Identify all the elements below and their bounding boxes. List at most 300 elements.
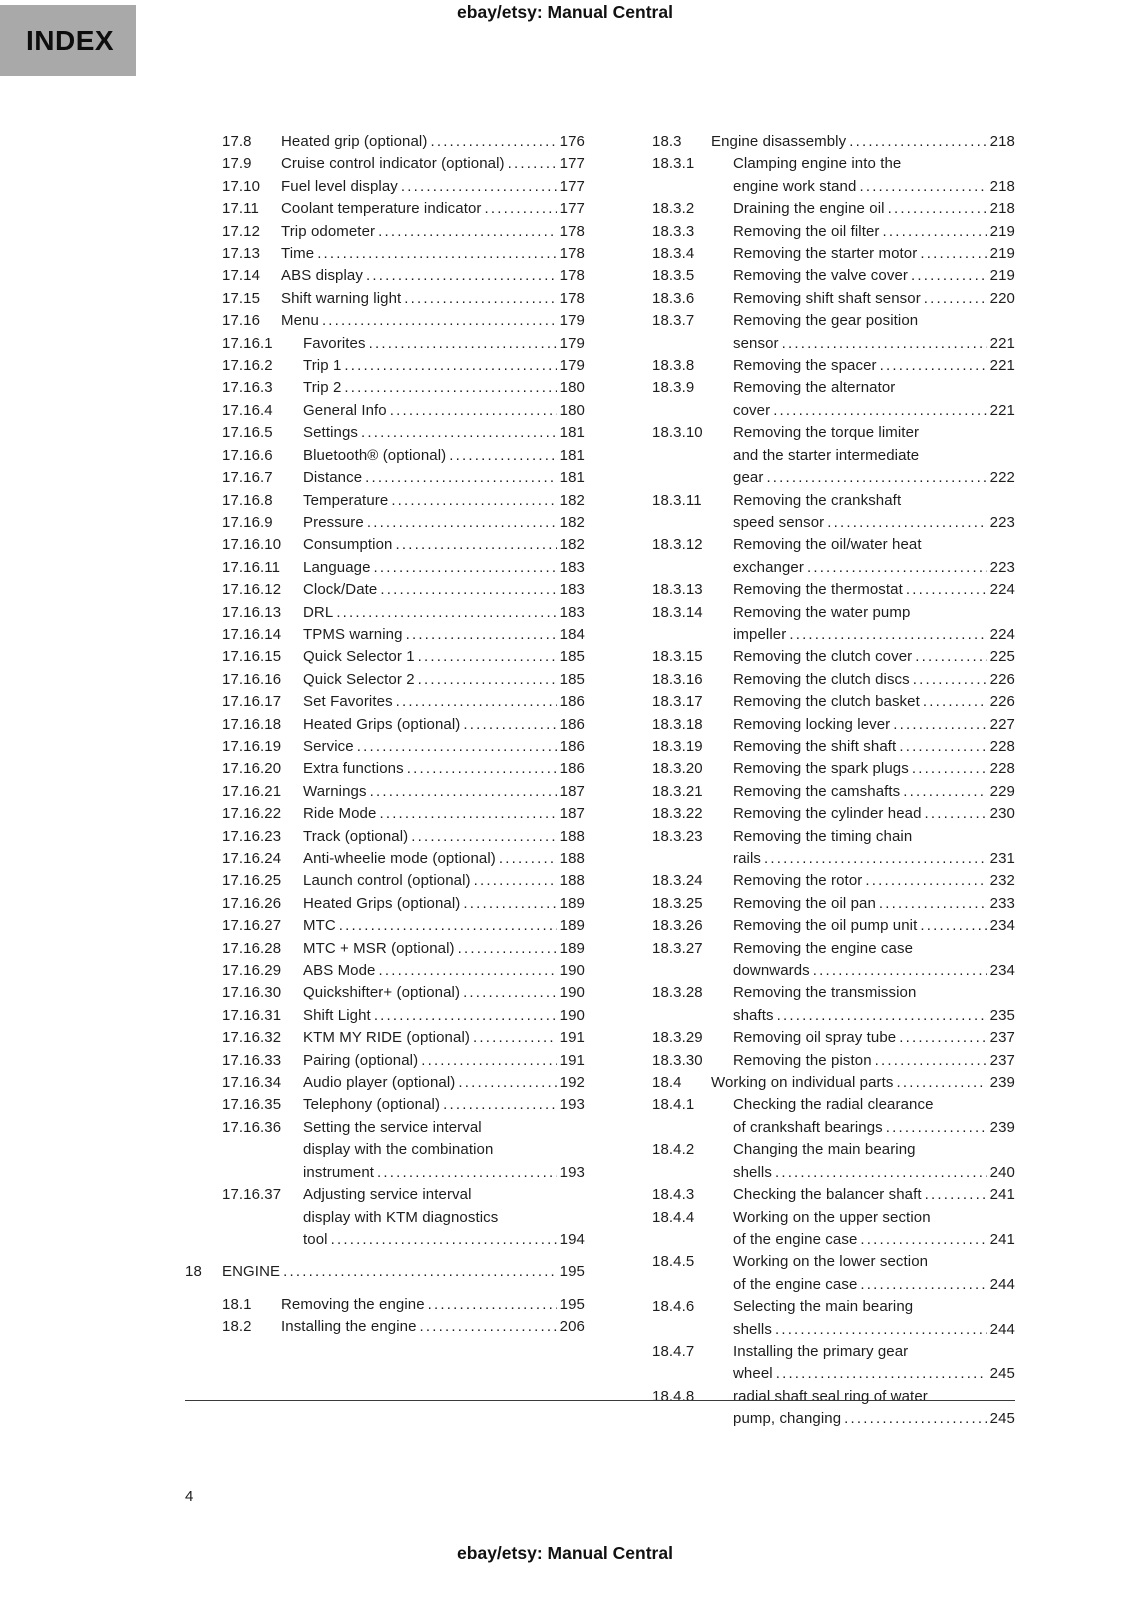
toc-entry-page: 234 <box>989 962 1015 980</box>
toc-entry-page: 239 <box>989 1074 1015 1092</box>
toc-entry-title-cell <box>303 848 557 870</box>
toc-entry-title-cell <box>303 512 557 534</box>
toc-entry-number: 18.4.4 <box>652 1208 695 1226</box>
toc-entry <box>652 265 1015 287</box>
toc-entry-title: Anti-wheelie mode (optional) ..... <box>303 848 506 870</box>
toc-entry-title-cell <box>303 893 557 915</box>
toc-entry-page: 219 <box>989 245 1015 263</box>
toc-entry-number: 17.16.7 <box>222 469 273 487</box>
toc-entry <box>222 445 585 467</box>
toc-entry-title: Removing the timing chain rails ..... <box>733 826 936 871</box>
toc-entry-title: Removing the spark plugs ..... <box>733 758 936 780</box>
toc-entry-title: Heated grip (optional) ..... <box>281 131 533 153</box>
toc-entry-number: 17.16.23 <box>222 827 282 845</box>
toc-entry-page: 223 <box>989 513 1015 531</box>
toc-entry <box>222 1005 585 1027</box>
toc-entry-page: 182 <box>559 491 585 509</box>
toc-entry <box>222 848 585 870</box>
toc-entry-title-cell <box>303 422 557 444</box>
toc-entry-page: 239 <box>989 1118 1015 1136</box>
toc-entry-title-cell <box>303 333 557 355</box>
footer-divider <box>185 1400 1015 1401</box>
toc-entry-title-cell <box>303 579 557 601</box>
toc-entry <box>222 624 585 646</box>
toc-entry <box>222 1184 585 1251</box>
toc-entry-page: 178 <box>559 222 585 240</box>
toc-entry-title: Heated Grips (optional) ..... <box>303 893 506 915</box>
toc-entry <box>222 1027 585 1049</box>
toc-entry <box>652 646 1015 668</box>
toc-entry <box>185 1261 585 1283</box>
toc-entry <box>222 422 585 444</box>
toc-entry-page: 178 <box>559 245 585 263</box>
toc-entry-number: 17.13 <box>222 245 261 263</box>
toc-entry-number: 18.3.28 <box>652 984 703 1002</box>
toc-entry-title: Clamping engine into the engine work stand ..... <box>733 153 936 198</box>
toc-entry <box>222 490 585 512</box>
toc-entry-title-cell <box>303 691 557 713</box>
toc-entry-title-cell <box>303 1050 557 1072</box>
toc-entry-title: Removing the oil filter ..... <box>733 221 936 243</box>
toc-entry-number: 17.16 <box>222 312 261 330</box>
toc-entry-title: Clock/Date ..... <box>303 579 506 601</box>
toc-entry <box>652 1251 1015 1296</box>
toc-entry-page: 190 <box>559 1006 585 1024</box>
toc-entry-number: 18.3.21 <box>652 782 703 800</box>
toc-entry-title: Menu ..... <box>281 310 533 332</box>
toc-entry-title-cell <box>733 1139 987 1184</box>
toc-entry-title-cell <box>733 221 987 243</box>
toc-entry <box>222 512 585 534</box>
toc-entry <box>222 691 585 713</box>
toc-entry-title: ENGINE ..... <box>222 1261 522 1283</box>
toc-entry <box>652 355 1015 377</box>
toc-entry-title: Adjusting service interval display with KTM diagnostics tool ..... <box>303 1184 506 1251</box>
toc-entry-number: 18.4.6 <box>652 1298 695 1316</box>
toc-entry-page: 245 <box>989 1410 1015 1428</box>
toc-entry-title-cell <box>303 534 557 556</box>
toc-entry <box>652 579 1015 601</box>
toc-entry-page: 232 <box>989 872 1015 890</box>
toc-entry-number: 17.16.19 <box>222 737 282 755</box>
toc-entry-page: 188 <box>559 827 585 845</box>
toc-entry <box>222 153 585 175</box>
toc-entry-title-cell <box>222 1261 557 1283</box>
toc-entry-number: 17.16.6 <box>222 446 273 464</box>
toc-entry-page: 188 <box>559 850 585 867</box>
toc-entry-title: Removing the crankshaft speed sensor ..... <box>733 490 936 535</box>
toc-entry-page: 185 <box>559 648 585 666</box>
toc-entry <box>222 803 585 825</box>
toc-entry-title-cell <box>733 1184 987 1206</box>
toc-entry-page: 221 <box>989 334 1015 352</box>
toc-entry-title: Bluetooth® (optional) ..... <box>303 445 506 467</box>
toc-entry-title: Installing the engine ..... <box>281 1316 533 1338</box>
toc-entry-number: 18.3.7 <box>652 312 695 330</box>
footer-watermark: ebay/etsy: Manual Central <box>457 1543 673 1563</box>
index-label-box <box>0 5 136 76</box>
toc-entry <box>222 758 585 780</box>
toc-entry-title: Cruise control indicator (optional) ..... <box>281 153 533 175</box>
toc-entry-title: radial shaft seal ring of water pump, changing ..... <box>733 1386 936 1431</box>
toc-entry-title: Favorites ..... <box>303 333 506 355</box>
toc-entry-title: Ride Mode ..... <box>303 803 506 825</box>
toc-entry <box>652 736 1015 758</box>
toc-entry <box>222 288 585 310</box>
toc-entry-page: 220 <box>989 289 1015 307</box>
toc-entry-title-cell <box>733 1094 987 1139</box>
toc-entry-number: 17.16.20 <box>222 760 282 778</box>
toc-entry-title: Setting the service interval display with the combination instrument ..... <box>303 1117 506 1184</box>
toc-entry-title: Removing the valve cover ..... <box>733 265 936 287</box>
toc-entry-number: 18.4.3 <box>652 1186 695 1204</box>
toc-entry <box>222 557 585 579</box>
toc-entry <box>652 938 1015 983</box>
toc-entry-number: 17.15 <box>222 289 261 307</box>
toc-entry <box>652 714 1015 736</box>
toc-entry-title: Changing the main bearing shells ..... <box>733 1139 936 1184</box>
toc-entry-number: 17.16.13 <box>222 603 282 621</box>
toc-entry <box>652 691 1015 713</box>
toc-entry-title-cell <box>303 826 557 848</box>
toc-entry-title: Removing the spacer ..... <box>733 355 936 377</box>
toc-entry-title: Heated Grips (optional) ..... <box>303 714 506 736</box>
toc-entry-page: 179 <box>559 357 585 375</box>
toc-entry-title-cell <box>281 243 557 265</box>
table-of-contents <box>185 131 1015 1431</box>
toc-entry-number: 18.4.2 <box>652 1141 695 1159</box>
toc-entry-page: 189 <box>559 894 585 912</box>
toc-entry-page: 226 <box>989 670 1015 688</box>
toc-entry <box>652 1296 1015 1341</box>
toc-entry-title: Checking the radial clearance of crankshaft bearings ..... <box>733 1094 936 1139</box>
toc-entry <box>222 131 585 153</box>
toc-entry <box>652 1094 1015 1139</box>
toc-entry-page: 222 <box>989 469 1015 487</box>
toc-entry-title: Temperature ..... <box>303 490 506 512</box>
toc-entry <box>222 736 585 758</box>
toc-entry-page: 190 <box>559 984 585 1002</box>
toc-entry-page: 186 <box>559 715 585 733</box>
toc-entry-title-cell <box>303 602 557 624</box>
toc-entry-title: Settings ..... <box>303 422 506 444</box>
toc-entry-page: 193 <box>559 1096 585 1114</box>
toc-entry-title-cell <box>281 221 557 243</box>
toc-entry-number: 17.10 <box>222 177 261 195</box>
toc-entry-title: Removing the engine case downwards ..... <box>733 938 936 983</box>
toc-entry-number: 18.3.16 <box>652 670 703 688</box>
toc-entry-number: 18.3.1 <box>652 155 695 173</box>
toc-entry-number: 17.16.17 <box>222 693 282 711</box>
toc-entry-title-cell <box>733 355 987 377</box>
toc-entry-number: 17.16.37 <box>222 1186 282 1204</box>
toc-entry-title: Quick Selector 2 ..... <box>303 669 506 691</box>
toc-entry-page: 233 <box>989 894 1015 912</box>
toc-entry-page: 224 <box>989 625 1015 643</box>
toc-entry-number: 17.16.9 <box>222 513 273 531</box>
toc-entry-page: 218 <box>989 133 1015 150</box>
toc-entry-number: 18.3.20 <box>652 760 703 778</box>
toc-entry-page: 184 <box>559 625 585 643</box>
toc-entry-number: 17.16.15 <box>222 648 282 666</box>
toc-entry-title: General Info ..... <box>303 400 506 422</box>
toc-entry-title-cell <box>303 803 557 825</box>
toc-entry-number: 17.16.22 <box>222 805 282 823</box>
toc-entry <box>652 131 1015 153</box>
toc-entry-title-cell <box>303 960 557 982</box>
toc-entry <box>652 1139 1015 1184</box>
toc-entry-number: 17.8 <box>222 133 252 150</box>
toc-entry-number: 18.3.12 <box>652 536 703 554</box>
toc-entry-title: Removing the clutch discs ..... <box>733 669 936 691</box>
toc-entry <box>222 355 585 377</box>
toc-entry-number: 17.16.31 <box>222 1006 282 1024</box>
toc-entry-title-cell <box>281 153 557 175</box>
toc-entry-title: Time ..... <box>281 243 533 265</box>
toc-entry-page: 177 <box>559 200 585 218</box>
toc-entry-number: 18.3.25 <box>652 894 703 912</box>
toc-entry-title: Audio player (optional) ..... <box>303 1072 506 1094</box>
toc-entry-title-cell <box>733 803 987 825</box>
toc-entry-number: 17.16.28 <box>222 939 282 957</box>
toc-entry-title-cell <box>303 445 557 467</box>
toc-entry-title: Track (optional) ..... <box>303 826 506 848</box>
toc-entry-number: 17.16.16 <box>222 670 282 688</box>
toc-entry-number: 18.3.4 <box>652 245 695 263</box>
toc-entry-number: 17.16.24 <box>222 850 282 867</box>
toc-entry <box>652 198 1015 220</box>
toc-entry-title-cell <box>733 982 987 1027</box>
toc-entry-number: 17.16.21 <box>222 782 282 800</box>
toc-entry-number: 17.16.26 <box>222 894 282 912</box>
toc-entry-title: Removing the oil pan ..... <box>733 893 936 915</box>
toc-entry-title-cell <box>733 870 987 892</box>
toc-entry-page: 188 <box>559 872 585 890</box>
toc-entry <box>652 288 1015 310</box>
toc-entry-title: Shift warning light ..... <box>281 288 533 310</box>
toc-entry-title-cell <box>733 1207 987 1252</box>
toc-entry-title: Consumption ..... <box>303 534 506 556</box>
toc-entry-title: Quick Selector 1 ..... <box>303 646 506 668</box>
toc-entry-page: 224 <box>989 581 1015 599</box>
toc-entry-title: Warnings ..... <box>303 781 506 803</box>
toc-entry-number: 18.3.6 <box>652 289 695 307</box>
toc-entry-title: TPMS warning ..... <box>303 624 506 646</box>
toc-entry <box>652 982 1015 1027</box>
toc-entry <box>222 534 585 556</box>
toc-entry <box>652 781 1015 803</box>
toc-entry <box>222 960 585 982</box>
toc-entry <box>652 803 1015 825</box>
toc-entry-number: 18.3.26 <box>652 917 703 935</box>
toc-entry-number: 17.16.4 <box>222 401 273 419</box>
toc-entry-number: 18.3.9 <box>652 379 695 397</box>
toc-entry-number: 17.14 <box>222 267 261 285</box>
toc-entry-number: 17.16.8 <box>222 491 273 509</box>
toc-entry <box>652 377 1015 422</box>
toc-entry-title: Removing the torque limiter and the starter intermediate gear ..... <box>733 422 936 489</box>
toc-entry-title: Removing the thermostat ..... <box>733 579 936 601</box>
toc-entry-title: KTM MY RIDE (optional) ..... <box>303 1027 506 1049</box>
toc-entry-title-cell <box>733 490 987 535</box>
toc-entry-title-cell <box>303 624 557 646</box>
toc-entry <box>652 534 1015 579</box>
toc-entry-title-cell <box>303 1005 557 1027</box>
toc-entry-page: 225 <box>989 648 1015 666</box>
toc-entry <box>652 758 1015 780</box>
toc-entry-title: Removing the camshafts ..... <box>733 781 936 803</box>
toc-entry-title-cell <box>303 490 557 512</box>
toc-entry-title-cell <box>281 198 557 220</box>
toc-entry-number: 17.16.32 <box>222 1029 282 1047</box>
toc-entry-title-cell <box>281 1294 557 1316</box>
toc-entry-number: 18.3.27 <box>652 939 703 957</box>
toc-entry-title-cell <box>733 288 987 310</box>
toc-entry-title-cell <box>281 131 557 153</box>
toc-entry-title: Draining the engine oil ..... <box>733 198 936 220</box>
toc-entry <box>222 579 585 601</box>
toc-entry-page: 245 <box>989 1365 1015 1383</box>
toc-entry-number: 18.3.11 <box>652 491 702 509</box>
toc-entry-title: Removing shift shaft sensor ..... <box>733 288 936 310</box>
toc-entry-number: 18.4.7 <box>652 1342 695 1360</box>
toc-entry-number: 18.1 <box>222 1295 252 1313</box>
toc-entry-title: Shift Light ..... <box>303 1005 506 1027</box>
toc-entry-number: 18.4.5 <box>652 1253 695 1271</box>
toc-entry-title: Fuel level display ..... <box>281 176 533 198</box>
toc-entry-number: 18.3.14 <box>652 603 703 621</box>
toc-entry-title-cell <box>733 669 987 691</box>
toc-entry-page: 195 <box>559 1295 585 1313</box>
toc-entry-title-cell <box>733 377 987 422</box>
toc-entry <box>652 893 1015 915</box>
toc-entry-title-cell <box>733 1296 987 1341</box>
toc-entry-number: 17.16.11 <box>222 558 281 576</box>
toc-entry-page: 176 <box>559 133 585 150</box>
toc-entry-title-cell <box>303 870 557 892</box>
toc-entry-title-cell <box>733 1341 987 1386</box>
toc-entry-number: 17.16.18 <box>222 715 282 733</box>
toc-entry-number: 18.3.8 <box>652 357 695 375</box>
toc-entry-number: 17.9 <box>222 155 252 173</box>
toc-entry-title-cell <box>733 691 987 713</box>
toc-entry-number: 18.3.29 <box>652 1029 703 1047</box>
toc-entry-number: 17.16.36 <box>222 1118 282 1136</box>
toc-entry-title: Removing the piston ..... <box>733 1050 936 1072</box>
toc-entry-page: 191 <box>559 1029 585 1047</box>
toc-entry-title: Launch control (optional) ..... <box>303 870 506 892</box>
toc-entry <box>222 1050 585 1072</box>
toc-entry-title: Trip odometer ..... <box>281 221 533 243</box>
toc-entry-page: 218 <box>989 200 1015 218</box>
toc-entry-page: 183 <box>559 581 585 599</box>
toc-entry-number: 17.16.12 <box>222 581 282 599</box>
toc-entry-title-cell <box>733 198 987 220</box>
toc-entry <box>222 669 585 691</box>
toc-entry <box>222 310 585 332</box>
toc-entry-number: 18.3.17 <box>652 693 703 711</box>
toc-entry-title-cell <box>733 265 987 287</box>
toc-entry-title-cell <box>711 1072 987 1094</box>
toc-entry-title: Selecting the main bearing shells ..... <box>733 1296 936 1341</box>
toc-entry-title-cell <box>733 758 987 780</box>
toc-entry <box>222 1072 585 1094</box>
toc-entry-title: Removing the transmission shafts ..... <box>733 982 936 1027</box>
toc-entry-title: Pressure ..... <box>303 512 506 534</box>
toc-entry-title-cell <box>733 915 987 937</box>
toc-entry-title-cell <box>303 982 557 1004</box>
toc-entry-title: Working on individual parts ..... <box>711 1072 963 1094</box>
toc-entry <box>652 1386 1015 1431</box>
toc-entry-title-cell <box>733 826 987 871</box>
toc-entry-title: Working on the lower section of the engine case ..... <box>733 1251 936 1296</box>
toc-entry-title: Telephony (optional) ..... <box>303 1094 506 1116</box>
toc-entry-number: 18.3.22 <box>652 805 703 823</box>
toc-entry-title-cell <box>733 1251 987 1296</box>
toc-entry <box>652 153 1015 198</box>
toc-entry <box>222 646 585 668</box>
toc-entry-title: Coolant temperature indicator ..... <box>281 198 533 220</box>
toc-entry-title-cell <box>711 131 987 153</box>
toc-entry-title-cell <box>303 377 557 399</box>
toc-entry <box>222 333 585 355</box>
toc-entry-title: Removing the gear position sensor ..... <box>733 310 936 355</box>
toc-entry-title-cell <box>733 646 987 668</box>
toc-entry-title-cell <box>733 1386 987 1431</box>
toc-entry-title: Removing the clutch cover ..... <box>733 646 936 668</box>
toc-entry-number: 18.2 <box>222 1318 252 1336</box>
toc-entry-page: 177 <box>559 155 585 173</box>
toc-entry-title-cell <box>281 265 557 287</box>
toc-entry-page: 206 <box>559 1318 585 1336</box>
toc-entry-page: 235 <box>989 1006 1015 1024</box>
toc-entry-page: 187 <box>559 805 585 823</box>
toc-entry-title-cell <box>303 1072 557 1094</box>
toc-entry <box>222 714 585 736</box>
toc-entry-title-cell <box>733 243 987 265</box>
toc-entry-title: MTC + MSR (optional) ..... <box>303 938 506 960</box>
toc-entry <box>652 602 1015 647</box>
toc-entry <box>222 826 585 848</box>
toc-entry-title: DRL ..... <box>303 602 506 624</box>
toc-entry-page: 227 <box>989 715 1015 733</box>
toc-entry-title: Removing the starter motor ..... <box>733 243 936 265</box>
toc-entry-title-cell <box>733 781 987 803</box>
toc-entry-number: 18.4.1 <box>652 1096 695 1114</box>
toc-entry-title-cell <box>303 1094 557 1116</box>
toc-entry-page: 230 <box>989 805 1015 823</box>
toc-entry-page: 183 <box>559 558 585 576</box>
toc-entry-title: Set Favorites ..... <box>303 691 506 713</box>
toc-entry-page: 186 <box>559 693 585 711</box>
toc-entry-page: 192 <box>559 1074 585 1092</box>
toc-entry <box>652 221 1015 243</box>
toc-entry-page: 231 <box>989 850 1015 867</box>
toc-entry-number: 18.4 <box>652 1074 682 1092</box>
toc-entry-page: 181 <box>559 424 585 442</box>
toc-entry-page: 219 <box>989 267 1015 285</box>
toc-entry <box>222 982 585 1004</box>
toc-entry-title: Removing the cylinder head ..... <box>733 803 936 825</box>
toc-entry <box>652 490 1015 535</box>
toc-entry-page: 186 <box>559 737 585 755</box>
toc-entry-number: 18.3.23 <box>652 827 703 845</box>
toc-entry-title: Language ..... <box>303 557 506 579</box>
toc-entry-page: 187 <box>559 782 585 800</box>
toc-entry-number: 18.4.8 <box>652 1387 695 1405</box>
toc-entry-number: 17.16.14 <box>222 625 282 643</box>
toc-entry-page: 240 <box>989 1163 1015 1181</box>
